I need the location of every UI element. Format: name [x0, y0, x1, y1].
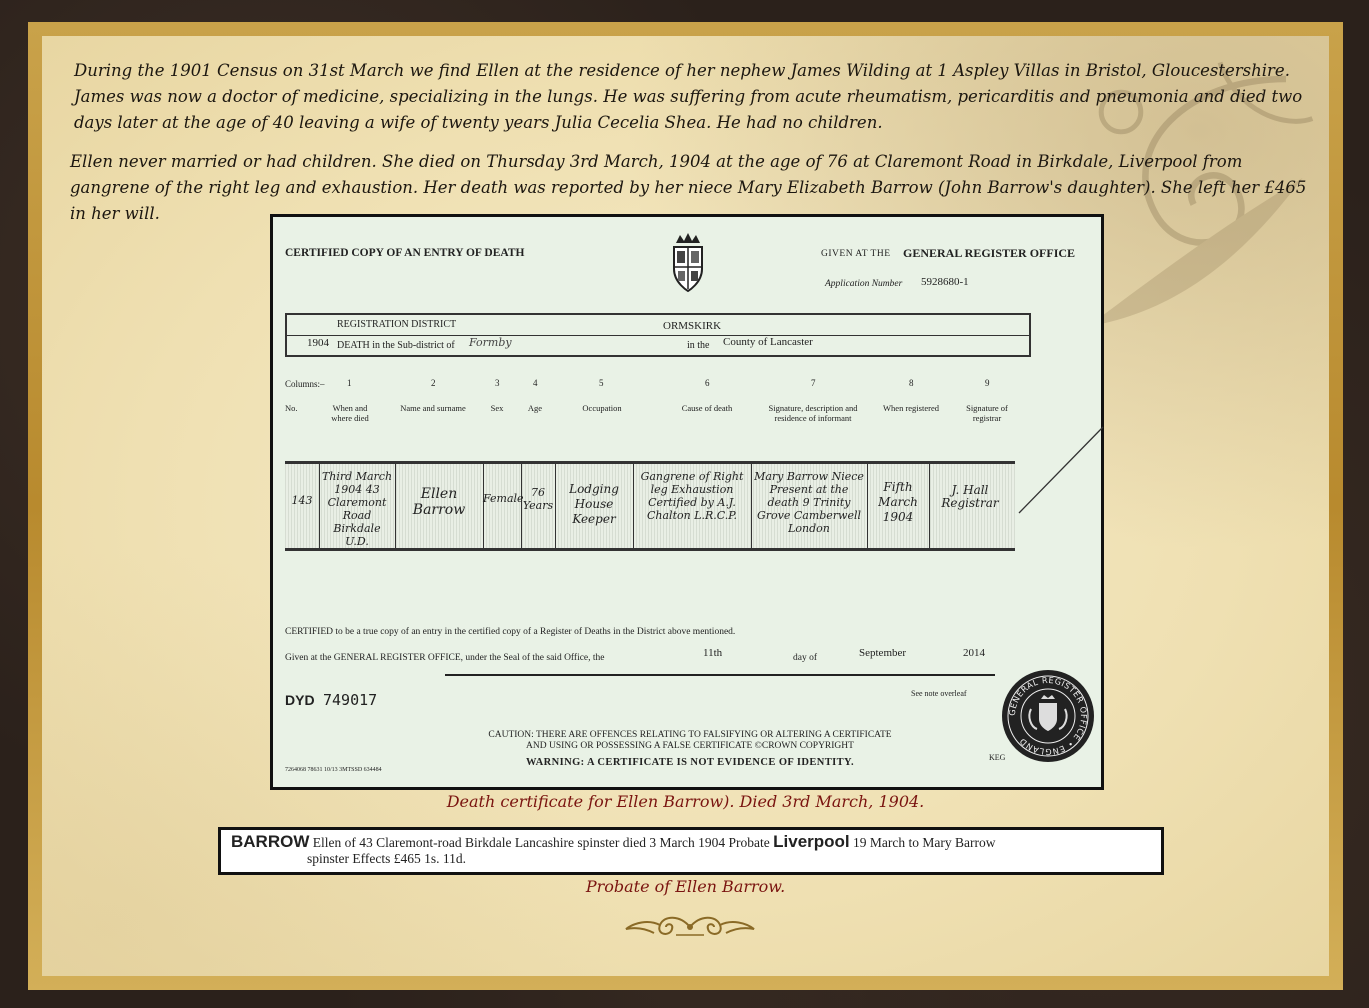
decorative-flourish-icon: [620, 911, 760, 943]
caution-line-2: AND USING OR POSSESSING A FALSE CERTIFICATE ©CROWN COPYRIGHT: [526, 741, 854, 751]
column-number-2: 2: [431, 378, 436, 388]
probate-entry: [218, 827, 1164, 875]
general-register-office-seal-icon: [1001, 669, 1095, 763]
day-of-label: day of: [793, 653, 818, 663]
column-header-sex: Sex: [490, 403, 504, 413]
caution-line-1: CAUTION: THERE ARE OFFENCES RELATING TO FALSIFYING OR ALTERING A CERTIFICATE: [488, 730, 892, 740]
probate-text-2: 19 March to Mary Barrow: [853, 835, 996, 850]
death-certificate: [270, 214, 1104, 790]
death-year: 1904: [307, 337, 329, 349]
column-number-1: 1: [347, 378, 352, 388]
certified-text: CERTIFIED to be a true copy of an entry in the certified copy of a Register of Deaths in the District above mentioned.: [285, 627, 736, 637]
probate-surname: BARROW: [231, 832, 310, 851]
county: County of Lancaster: [723, 336, 813, 348]
intro-paragraph-1: During the 1901 Census on 31st March we find Ellen at the residence of her nephew James Wilding at 1 Aspley Villas in Bristol, Gloucestershire. James was now a doctor of medicine, specializing in the lungs. He was suffering from acute rheumatism, pericarditis and pneumonia and died two days later at the age of 40 leaving a wife of twenty years Julia Cecelia Shea. He had no children.: [74, 61, 1303, 132]
column-number-5: 5: [599, 378, 604, 388]
warning-text: WARNING: A CERTIFICATE IS NOT EVIDENCE OF IDENTITY.: [525, 757, 855, 768]
column-number-9: 9: [985, 378, 990, 388]
svg-text:GENERAL REGISTER OFFICE • ENGL: GENERAL REGISTER OFFICE • ENGLAND: [1006, 674, 1090, 758]
certificate-day: 11th: [703, 647, 723, 659]
entry-occupation: Lodging House Keeper: [569, 482, 619, 526]
given-at-prefix: GIVEN AT THE: [821, 249, 891, 259]
diagonal-cancel-line: [1015, 425, 1105, 515]
column-header-name: Name and surname: [400, 403, 466, 413]
entry-name: Ellen Barrow: [412, 486, 466, 518]
entry-registered: Fifth March 1904: [878, 480, 918, 524]
given-text: Given at the GENERAL REGISTER OFFICE, under the Seal of the said Office, the: [285, 653, 605, 663]
intro-paragraph-2: Ellen never married or had children. She died on Thursday 3rd March, 1904 at the age of 76 at Claremont Road in Birkdale, Liverpool from gangrene of the right leg and exhaustion. Her death was reported by her niece Mary Elizabeth Barrow (John Barrow's daughter). She left her £465 in her will.: [70, 152, 1307, 223]
columns-label: Columns:–: [285, 379, 325, 389]
signature-line: [445, 674, 995, 676]
column-header-informant: Signature, description and residence of informant: [768, 403, 858, 423]
subdistrict: Formby: [469, 336, 512, 349]
serial-prefix: DYD: [285, 692, 315, 708]
probate-text-1: Ellen of 43 Claremont-road Birkdale Lancashire spinster died 3 March 1904 Probate: [312, 835, 770, 850]
in-the-label: in the: [687, 340, 710, 351]
registration-box: [285, 313, 1031, 357]
application-label: Application Number: [825, 279, 903, 289]
column-header-no: No.: [285, 403, 298, 413]
column-number-8: 8: [909, 378, 914, 388]
entry-informant: Mary Barrow Niece Present at the death 9 Trinity Grove Camberwell London: [754, 470, 864, 535]
column-header-registrar: Signature of registrar: [966, 403, 1008, 423]
registration-district: ORMSKIRK: [663, 320, 722, 332]
given-at-office: GENERAL REGISTER OFFICE: [903, 246, 1076, 260]
keg-mark: KEG: [989, 753, 1006, 762]
entry-when-where: Third March 1904 43 Claremont Road Birkdale U.D.: [321, 470, 393, 548]
column-header-cause: Cause of death: [681, 403, 733, 413]
royal-crest-icon: [666, 229, 710, 295]
see-note: See note overleaf: [911, 689, 967, 698]
entry-number: 143: [291, 494, 313, 507]
application-number: 5928680-1: [921, 276, 969, 288]
column-header-registered: When registered: [883, 403, 939, 413]
subdistrict-label: DEATH in the Sub-district of: [337, 340, 455, 351]
entry-age: 76 Years: [522, 486, 554, 512]
certificate-title: CERTIFIED COPY OF AN ENTRY OF DEATH: [285, 247, 525, 259]
certificate-month: September: [859, 647, 907, 659]
entry-sex: Female: [483, 492, 524, 505]
gold-frame: [28, 22, 1343, 990]
certificate-year: 2014: [963, 647, 985, 659]
footer-code: 7264068 78631 10/13 3MTSSD 634484: [285, 767, 382, 773]
parchment-background: [42, 36, 1329, 976]
column-header-age: Age: [527, 403, 543, 413]
probate-place: Liverpool: [773, 832, 850, 851]
probate-line-2: spinster Effects £465 1s. 11d.: [307, 851, 466, 866]
column-header-occupation: Occupation: [582, 403, 622, 413]
column-number-4: 4: [533, 378, 538, 388]
serial-number: 749017: [323, 691, 378, 709]
column-number-7: 7: [811, 378, 816, 388]
caption-death-certificate: Death certificate for Ellen Barrow). Died 3rd March, 1904.: [446, 792, 925, 811]
caption-probate: Probate of Ellen Barrow.: [585, 877, 786, 896]
entry-cause: Gangrene of Right leg Exhaustion Certified by A.J. Chalton L.R.C.P.: [640, 470, 744, 522]
column-number-6: 6: [705, 378, 710, 388]
death-entry-row: [285, 461, 1015, 551]
registration-district-label: REGISTRATION DISTRICT: [337, 319, 457, 330]
column-number-3: 3: [495, 378, 500, 388]
entry-registrar: J. Hall Registrar: [941, 483, 999, 510]
column-header-when-where: When and where died: [331, 403, 369, 423]
